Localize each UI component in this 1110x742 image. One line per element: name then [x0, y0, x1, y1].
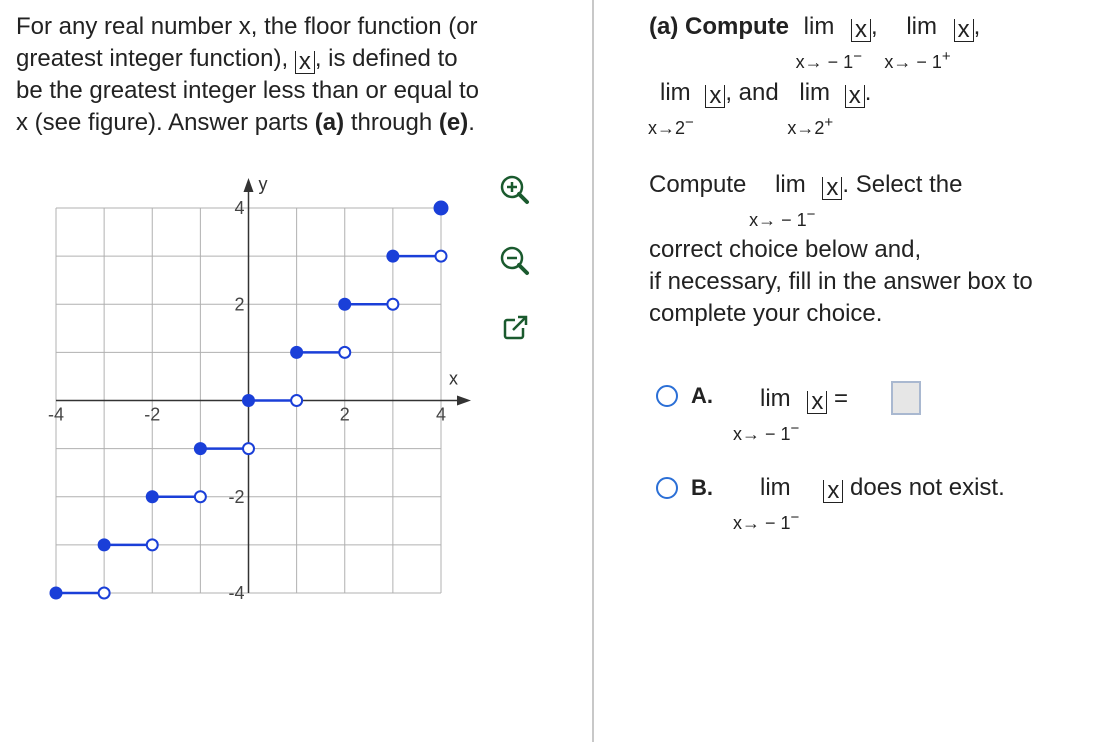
- period: .: [864, 79, 872, 106]
- option-a-answer-box[interactable]: [891, 381, 921, 415]
- limit-4: [787, 77, 834, 138]
- limit-1-sub: [796, 41, 862, 78]
- option-a-expression: [733, 383, 849, 444]
- y-tick-label: -2: [228, 486, 245, 507]
- intro-period: .: [468, 109, 475, 136]
- prompt-line-2: correct choice below and,: [649, 236, 922, 263]
- intro-line-4-pre: x (see figure). Answer parts: [16, 109, 309, 136]
- lim-word: lim: [775, 171, 806, 198]
- through-word: through: [350, 109, 433, 136]
- open-endpoint: [99, 588, 110, 599]
- compute-prompt: [649, 169, 963, 230]
- y-tick-label: 2: [234, 294, 245, 315]
- closed-endpoint: [386, 250, 399, 263]
- floor-notation: [954, 16, 974, 43]
- zoom-in-icon: [497, 172, 533, 208]
- lim-word: lim: [906, 13, 937, 40]
- y-tick-label: 4: [234, 198, 245, 218]
- prompt-limit: [749, 169, 816, 230]
- option-a-radio[interactable]: [656, 385, 678, 407]
- option-a-limit-sub: [733, 413, 799, 450]
- x-axis-label: x: [449, 368, 458, 389]
- limit-3: [648, 77, 694, 138]
- option-b-limit-sub: [733, 502, 799, 539]
- prompt-line-4: complete your choice.: [649, 300, 883, 327]
- intro-line-3: be the greatest integer less than or equal to: [16, 77, 479, 104]
- limit-2-sub: [884, 41, 950, 78]
- floor-var: x: [855, 16, 867, 43]
- question-panel: [594, 0, 1110, 742]
- option-b-text: does not exist.: [850, 474, 1005, 501]
- part-e-ref: (e): [438, 109, 469, 136]
- equals-sign: =: [834, 385, 849, 412]
- floor-var: x: [957, 16, 970, 43]
- limit-2-approach: x→ − 1: [884, 52, 942, 72]
- axes: [56, 178, 471, 593]
- intro-line-2-post: , is defined to: [314, 45, 458, 72]
- option-b-approach: x→ − 1: [733, 513, 791, 533]
- closed-endpoint: [194, 442, 207, 455]
- limit-4-side: +: [824, 114, 834, 131]
- closed-endpoint: [338, 298, 351, 311]
- closed-endpoint: [146, 490, 159, 503]
- closed-endpoint: [435, 202, 448, 215]
- lim-word: lim: [760, 474, 791, 501]
- closed-endpoint: [290, 346, 303, 359]
- closed-endpoint: [50, 587, 63, 600]
- limit-3-approach: x→2: [648, 118, 686, 138]
- floor-var: x: [827, 477, 840, 504]
- compute-word: Compute: [649, 171, 747, 198]
- lim-word: lim: [803, 13, 835, 40]
- floor-notation: [823, 477, 843, 504]
- floor-notation: [807, 388, 827, 415]
- open-endpoint: [339, 347, 350, 358]
- comma: ,: [725, 79, 732, 106]
- floor-notation: [822, 174, 842, 201]
- lim-word: lim: [760, 385, 791, 412]
- zoom-in-button[interactable]: [497, 172, 533, 208]
- limit-4-sub: [787, 107, 833, 144]
- floor-notation: [851, 16, 871, 43]
- limit-1-side: −: [853, 48, 862, 65]
- floor-notation: [845, 82, 865, 109]
- limit-2: [884, 11, 951, 72]
- floor-notation: [295, 48, 315, 75]
- intro-line-2-pre: greatest integer function),: [16, 45, 289, 72]
- zoom-out-icon: [497, 243, 533, 279]
- floor-function-graph: [0, 160, 480, 620]
- open-endpoint: [195, 491, 206, 502]
- x-axis-arrow: [457, 396, 471, 406]
- lim-word: lim: [660, 79, 691, 106]
- y-tick-label: -4: [228, 583, 245, 603]
- floor-notation: [705, 82, 725, 109]
- open-endpoint: [147, 539, 158, 550]
- floor-var: x: [848, 82, 861, 109]
- limit-3-sub: [648, 107, 694, 144]
- intro-line-2: [16, 43, 576, 75]
- prompt-limit-approach: x→ − 1: [749, 210, 807, 230]
- prompt-line-3: if necessary, fill in the answer box to: [649, 268, 1033, 295]
- open-endpoint: [436, 251, 447, 262]
- select-text: . Select the: [842, 171, 963, 198]
- floor-var: x: [298, 48, 311, 75]
- intro-line-1: For any real number x, the floor function (or: [16, 13, 478, 40]
- part-a-question-line-2: [648, 77, 872, 138]
- closed-endpoint: [98, 538, 111, 551]
- open-endpoint: [243, 443, 254, 454]
- option-b-expression: [733, 472, 1005, 533]
- open-endpoint: [387, 299, 398, 310]
- x-tick-label: 4: [435, 404, 447, 425]
- x-tick-label: 2: [339, 404, 350, 425]
- option-b-label: B.: [691, 475, 713, 500]
- option-a-side: −: [790, 420, 800, 437]
- and-word: and: [738, 79, 779, 106]
- limit-1: [795, 11, 862, 72]
- y-axis-arrow: [244, 178, 254, 192]
- prompt-limit-side: −: [806, 206, 816, 223]
- open-endpoint: [291, 395, 302, 406]
- prompt-limit-sub: [749, 199, 815, 236]
- option-a-approach: x→ − 1: [733, 424, 791, 444]
- popout-icon: [497, 310, 533, 346]
- x-tick-label: -2: [144, 404, 161, 425]
- part-a-question: [649, 11, 981, 72]
- option-b-limit: [733, 472, 800, 533]
- comma: ,: [871, 13, 878, 40]
- floor-var: x: [826, 174, 839, 201]
- closed-endpoint: [242, 394, 255, 407]
- part-a-label: (a) Compute: [649, 13, 789, 40]
- problem-statement: [16, 11, 576, 139]
- option-a-label: A.: [691, 383, 713, 408]
- intro-line-4: [16, 107, 576, 139]
- floor-var: x: [811, 388, 824, 415]
- tick-labels: [48, 174, 458, 603]
- option-b-radio[interactable]: [656, 477, 678, 499]
- option-b-side: −: [790, 509, 800, 526]
- limit-2-side: +: [941, 48, 951, 65]
- limit-3-side: −: [685, 114, 694, 131]
- part-a-ref: (a): [314, 109, 345, 136]
- zoom-out-button[interactable]: [497, 243, 533, 279]
- popout-button[interactable]: [497, 310, 533, 346]
- limit-1-approach: x→ − 1: [795, 52, 854, 72]
- option-a-limit: [733, 383, 800, 444]
- x-tick-label: -4: [47, 404, 65, 425]
- lim-word: lim: [799, 79, 831, 106]
- limit-4-approach: x→2: [787, 118, 825, 138]
- comma: ,: [973, 13, 981, 40]
- y-axis-label: y: [258, 174, 268, 194]
- floor-var: x: [709, 82, 722, 109]
